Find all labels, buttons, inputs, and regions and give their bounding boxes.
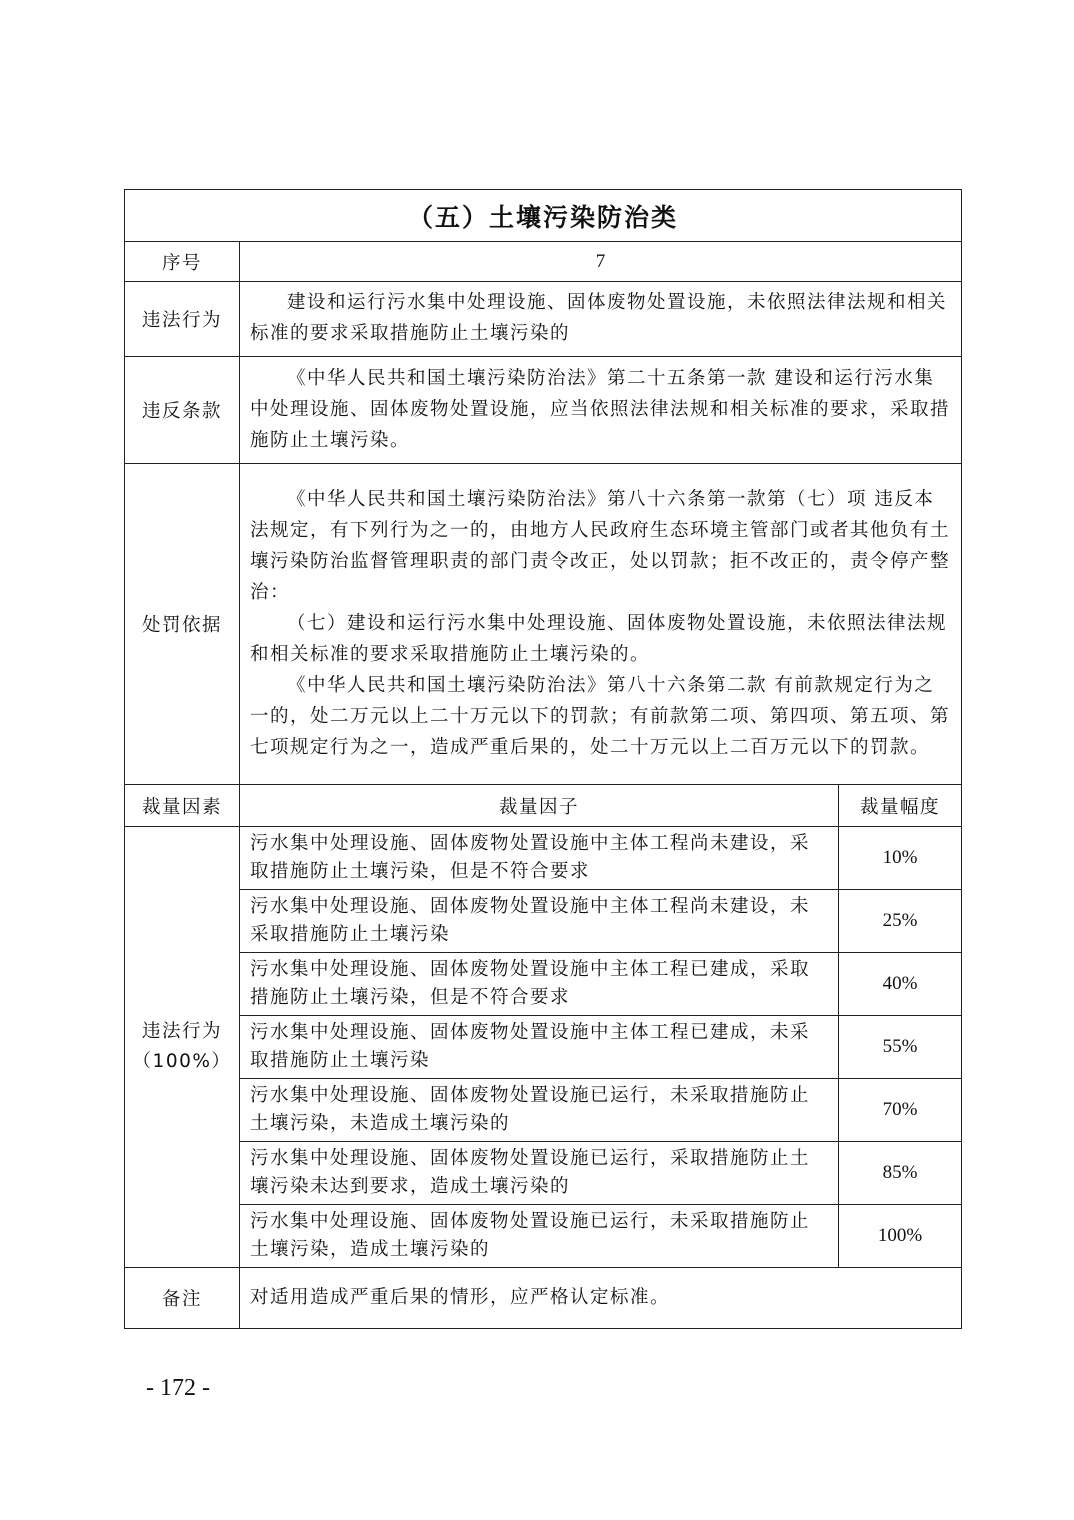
- factor-sub-header: 裁量因子: [240, 785, 839, 827]
- factor-text: 污水集中处理设施、固体废物处置设施中主体工程已建成，未采取措施防止土壤污染: [240, 1016, 839, 1079]
- factor-percent: 40%: [839, 953, 962, 1016]
- factor-text: 污水集中处理设施、固体废物处置设施已运行，未采取措施防止土壤污染，造成土壤污染的: [240, 1205, 839, 1268]
- clause-row: [125, 357, 962, 464]
- factor-text: 污水集中处理设施、固体废物处置设施中主体工程尚未建设，未采取措施防止土壤污染: [240, 890, 839, 953]
- factor-text: 污水集中处理设施、固体废物处置设施已运行，采取措施防止土壤污染未达到要求，造成土壤污染的: [240, 1142, 839, 1205]
- page-number: - 172 -: [146, 1375, 210, 1401]
- serial-value: 7: [240, 242, 962, 282]
- basis-label: 处罚依据: [125, 464, 240, 785]
- factor-header: 裁量因素: [125, 785, 240, 827]
- factor-text: 污水集中处理设施、固体废物处置设施中主体工程尚未建设，采取措施防止土壤污染，但是不符合要求: [240, 827, 839, 890]
- factor-row: [125, 1079, 962, 1142]
- factor-percent: 70%: [839, 1079, 962, 1142]
- remark-text: 对适用造成严重后果的情形，应严格认定标准。: [240, 1268, 962, 1329]
- basis-paragraph: 《中华人民共和国土壤污染防治法》第八十六条第一款第（七）项 违反本法规定，有下列行为之一的，由地方人民政府生态环境主管部门或者其他负有土壤污染防治监督管理职责的部门责令改正，处以罚款；拒不改正的，责令停产整治：: [250, 488, 951, 603]
- basis-row: [125, 464, 962, 785]
- clause-label: 违反条款: [125, 357, 240, 464]
- title-row: [125, 190, 962, 242]
- range-header: 裁量幅度: [839, 785, 962, 827]
- remark-row: [125, 1268, 962, 1329]
- factor-header-row: [125, 785, 962, 827]
- penalty-standard-table: [124, 189, 962, 1329]
- serial-label: 序号: [125, 242, 240, 282]
- factor-row: [125, 1205, 962, 1268]
- violation-row: [125, 282, 962, 357]
- factor-group-label-line1: 违法行为: [141, 1021, 222, 1042]
- clause-text: 《中华人民共和国土壤污染防治法》第二十五条第一款 建设和运行污水集中处理设施、固体废物处置设施，应当依照法律法规和相关标准的要求，采取措施防止土壤污染。: [250, 367, 951, 451]
- factor-group-label-line2: （100%）: [132, 1051, 232, 1072]
- violation-label: 违法行为: [125, 282, 240, 357]
- factor-percent: 55%: [839, 1016, 962, 1079]
- factor-row: [125, 827, 962, 890]
- remark-label: 备注: [125, 1268, 240, 1329]
- violation-cell: [240, 282, 962, 357]
- factor-text: 污水集中处理设施、固体废物处置设施中主体工程已建成，采取措施防止土壤污染，但是不符合要求: [240, 953, 839, 1016]
- basis-paragraph: （七）建设和运行污水集中处理设施、固体废物处置设施，未依照法律法规和相关标准的要求采取措施防止土壤污染的。: [250, 612, 948, 665]
- factor-row: [125, 1016, 962, 1079]
- factor-percent: 100%: [839, 1205, 962, 1268]
- factor-percent: 25%: [839, 890, 962, 953]
- violation-text: 建设和运行污水集中处理设施、固体废物处置设施，未依照法律法规和相关标准的要求采取措施防止土壤污染的: [250, 292, 948, 344]
- basis-cell: [240, 464, 962, 785]
- factor-row: [125, 890, 962, 953]
- factor-row: [125, 953, 962, 1016]
- factor-row: [125, 1142, 962, 1205]
- factor-percent: 10%: [839, 827, 962, 890]
- clause-cell: [240, 357, 962, 464]
- serial-row: [125, 242, 962, 282]
- factor-percent: 85%: [839, 1142, 962, 1205]
- basis-paragraph: 《中华人民共和国土壤污染防治法》第八十六条第二款 有前款规定行为之一的，处二万元以上二十万元以下的罚款；有前款第二项、第四项、第五项、第七项规定行为之一，造成严重后果的，处二十万元以上二百万元以下的罚款。: [250, 674, 951, 758]
- factor-text: 污水集中处理设施、固体废物处置设施已运行，未采取措施防止土壤污染，未造成土壤污染的: [240, 1079, 839, 1142]
- table-title: （五）土壤污染防治类: [125, 190, 962, 242]
- factor-group-label: [125, 827, 240, 1268]
